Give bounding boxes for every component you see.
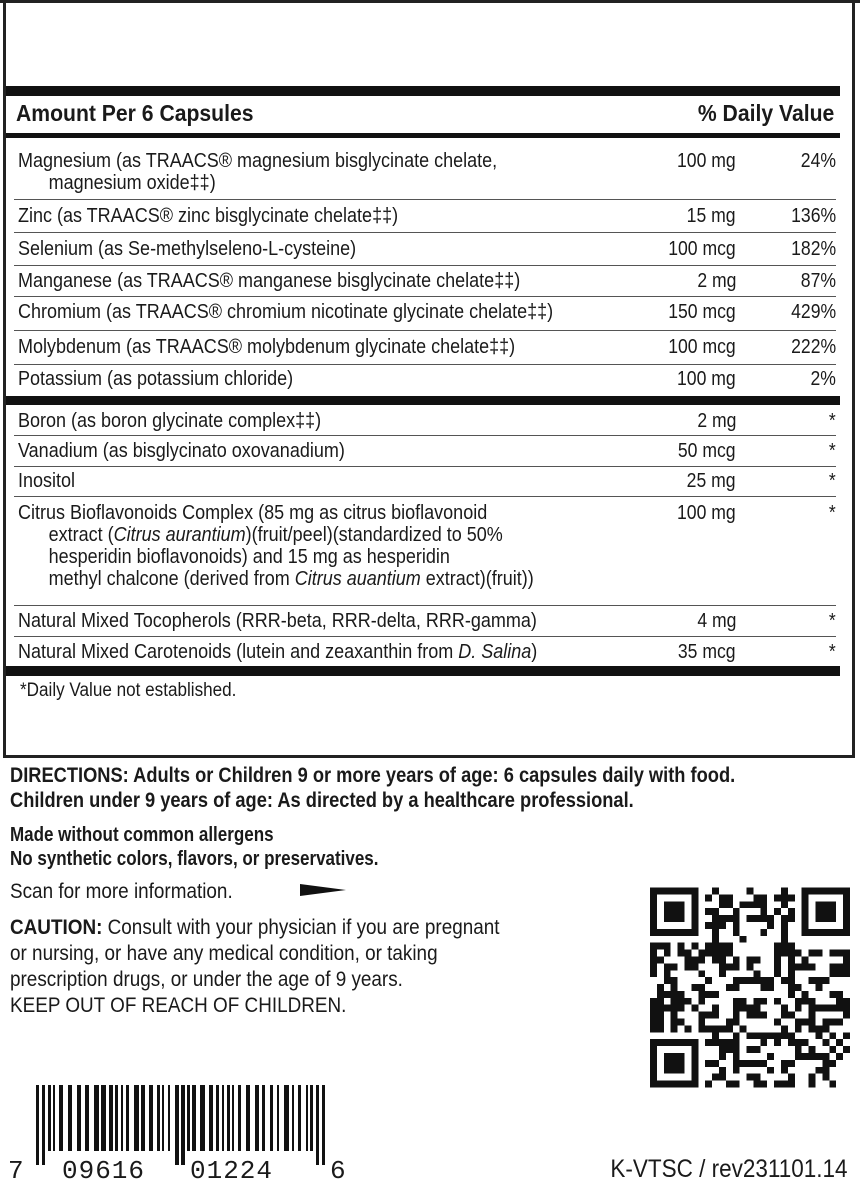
row-divider [14,232,836,233]
nutrient-daily-value: 24% [800,150,836,172]
nutrient-amount: 35 mcg [678,641,736,663]
nutrient-name: Molybdenum (as TRAACS® molybdenum glycinate chelate‡‡) [18,336,516,358]
daily-value-footnote: *Daily Value not established. [20,680,237,701]
nutrient-name: Natural Mixed Tocopherols (RRR-beta, RRR-delta, RRR-gamma) [18,610,537,632]
nutrient-amount: 100 mg [677,502,736,524]
caution-label: CAUTION: [10,916,103,939]
caution-line-1: CAUTION: Consult with your physician if you are pregnant [10,916,500,939]
label-frame-bottom [3,755,855,758]
row-divider [14,496,836,497]
nutrient-daily-value: * [829,440,836,462]
panel-bottom-bar [6,666,840,676]
barcode-last-digit: 6 [330,1156,346,1186]
directions-line-1: DIRECTIONS: Adults or Children 9 or more years of age: 6 capsules daily with food. [10,764,736,787]
nutrient-name: Magnesium (as TRAACS® magnesium bisglycinate chelate, magnesium oxide‡‡) [18,150,498,194]
nutrient-daily-value: 2% [810,368,836,390]
nutrient-amount: 2 mg [696,410,736,432]
label-frame-top [0,0,860,3]
upc-barcode [36,1085,326,1165]
nutrient-name: Selenium (as Se-methylseleno-L-cysteine) [18,238,357,260]
nutrient-name: Natural Mixed Carotenoids (lutein and zeaxanthin from D. Salina) [18,641,538,663]
label-frame-left [3,0,6,758]
row-divider [14,199,836,200]
daily-value-header: % Daily Value [697,100,834,126]
nutrient-name: Citrus Bioflavonoids Complex (85 mg as citrus bioflavonoid extract (Citrus aurantium)(fruit/peel)(standardized to 50% hesperidin bioflavonoids) and 15 mg as hesperidin methyl chalcone (derived from Citrus auantium extract)(fruit)) [18,502,534,590]
allergens-line-2: No synthetic colors, flavors, or preservatives. [10,848,379,870]
nutrient-daily-value: * [829,410,836,432]
nutrient-amount: 100 mg [677,150,736,172]
allergens-line-1: Made without common allergens [10,824,274,846]
header-top-bar [6,86,840,96]
row-divider [14,265,836,266]
nutrient-daily-value: 136% [790,205,836,227]
caution-line-2: or nursing, or have any medical condition, or taking [10,942,438,965]
label-frame-right [852,0,855,758]
nutrient-name: Inositol [18,470,76,492]
nutrient-name: Manganese (as TRAACS® manganese bisglycinate chelate‡‡) [18,270,521,292]
row-divider [14,605,836,606]
barcode-group-left: 09616 [62,1156,146,1186]
nutrient-amount: 100 mg [677,368,736,390]
nutrient-daily-value: * [829,470,836,492]
nutrient-daily-value: 182% [790,238,836,260]
row-divider [14,296,836,297]
nutrient-daily-value: * [829,502,836,524]
amount-per-serving-header: Amount Per 6 Capsules [16,100,254,126]
nutrient-amount: 100 mcg [668,238,736,260]
nutrient-daily-value: 222% [790,336,836,358]
nutrient-amount: 25 mg [687,470,736,492]
nutrient-amount: 150 mcg [668,301,736,323]
row-divider [14,636,836,637]
nutrient-name: Vanadium (as bisglycinato oxovanadium) [18,440,345,462]
nutrient-amount: 4 mg [696,610,736,632]
nutrient-amount: 2 mg [696,270,736,292]
qr-code[interactable] [650,885,850,1090]
row-divider [14,364,836,365]
nutrient-amount: 15 mg [687,205,736,227]
row-divider [14,330,836,331]
nutrient-daily-value: 87% [800,270,836,292]
section-divider-bar [6,396,840,405]
nutrient-amount: 50 mcg [678,440,736,462]
header-bottom-bar [6,133,840,138]
nutrient-daily-value: * [829,641,836,663]
nutrient-name: Boron (as boron glycinate complex‡‡) [18,410,322,432]
barcode-group-right: 01224 [190,1156,274,1186]
nutrient-name: Chromium (as TRAACS® chromium nicotinate glycinate chelate‡‡) [18,301,554,323]
product-code: K-VTSC / rev231101.14 [610,1155,848,1183]
row-divider [14,435,836,436]
nutrient-amount: 100 mcg [668,336,736,358]
nutrient-name: Potassium (as potassium chloride) [18,368,294,390]
barcode-first-digit: 7 [8,1156,24,1186]
caution-line-3: prescription drugs, or under the age of 9 years. [10,968,403,991]
directions-line-2: Children under 9 years of age: As directed by a healthcare professional. [10,789,634,812]
nutrient-daily-value: * [829,610,836,632]
caution-line-4: KEEP OUT OF REACH OF CHILDREN. [10,994,347,1017]
nutrient-daily-value: 429% [790,301,836,323]
arrow-right-icon [300,884,346,896]
row-divider [14,466,836,467]
scan-text: Scan for more information. [10,880,233,903]
nutrient-name: Zinc (as TRAACS® zinc bisglycinate chelate‡‡) [18,205,399,227]
